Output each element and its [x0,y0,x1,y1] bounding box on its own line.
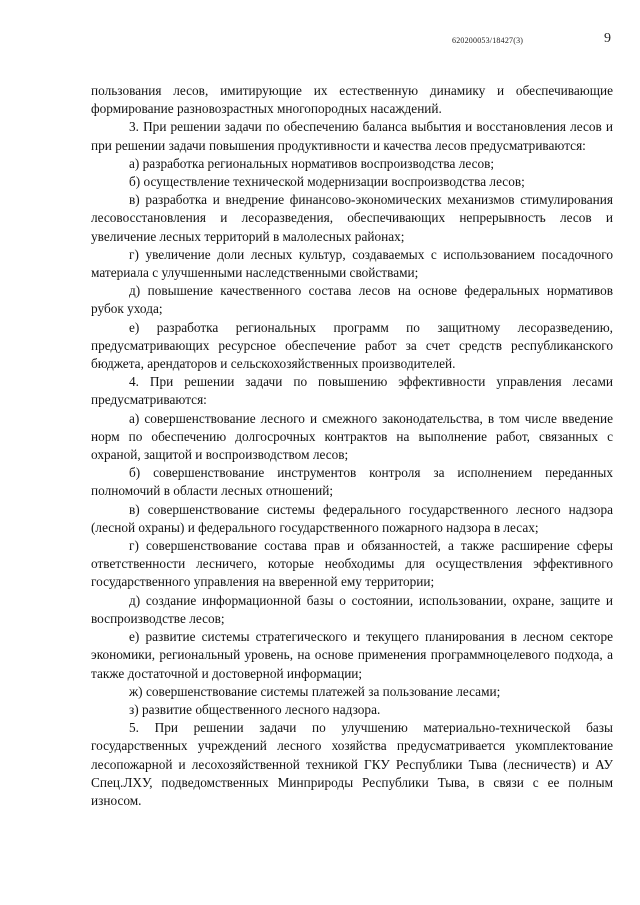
paragraph-item-3g: г) увеличение доли лесных культур, создаваемых с использованием посадочного материала с улучшенными наследственными свойствами; [91,246,613,281]
paragraph-item-3v: в) разработка и внедрение финансово-экономических механизмов стимулирования лесовосстановления и лесоразведения, обеспечивающих непрерывность лесов и увеличение лесных территорий в малолесных районах; [91,192,613,244]
paragraph-continuation: пользования лесов, имитирующие их естественную динамику и обеспечивающие формирование разновозрастных многопородных насаждений. [91,83,613,117]
paragraph-item-4zh: ж) совершенствование системы платежей за пользование лесами; [129,683,501,699]
document-code: 620200053/18427(3) [452,36,524,45]
paragraph-item-4: 4. При решении задачи по повышению эффективности управления лесами предусматриваются: [91,374,613,408]
paragraph-item-3b: б) осуществление технической модернизации воспроизводства лесов; [129,174,525,190]
paragraph-item-5: 5. При решении задачи по улучшению материально-технической базы государственных учреждений лесного хозяйства предусматривается укомплектование лесопожарной и лесохозяйственной техникой ГКУ Республики Тыва (лесничеств) и АУ Спец.ЛХУ, подведомственных Минприроды Республики Тыва, в связи с ее полным износом. [91,720,613,808]
paragraph-item-4a: а) совершенствование лесного и смежного законодательства, в том числе введение норм по обеспечению долгосрочных контрактов на выполнение работ, связанных с охраной, защитой и воспроизводством лесов; [91,410,613,463]
paragraph-item-4v: в) совершенствование системы федерального государственного лесного надзора (лесной охраны) и федерального государственного пожарного надзора в лесах; [91,501,613,535]
paragraph-item-3e: е) разработка региональных программ по защитному лесоразведению, предусматривающих ресурсное обеспечение работ за счет средств республиканского бюджета, арендаторов и сельскохозяйственных производителей. [91,319,613,372]
paragraph-item-3d: д) повышение качественного состава лесов на основе федеральных нормативов рубок ухода; [91,283,613,317]
paragraph-item-3a: а) разработка региональных нормативов воспроизводства лесов; [129,155,495,171]
document-body [91,82,613,810]
paragraph-item-4g: г) совершенствование состава прав и обязанностей, а также расширение сферы ответственности лесничего, которые необходимы для осуществления эффективного государственного управления на вверенной ему территории; [91,538,613,590]
paragraph-item-4b: б) совершенствование инструментов контроля за исполнением переданных полномочий в области лесных отношений; [91,465,613,499]
page-number: 9 [604,31,611,46]
paragraph-item-4e: е) развитие системы стратегического и текущего планирования в лесном секторе экономики, региональный уровень, на основе применения программноцелевого подхода, а также достаточной и достоверной информации; [91,629,613,681]
paragraph-item-3: 3. При решении задачи по обеспечению баланса выбытия и восстановления лесов и при решении задачи повышения продуктивности и качества лесов предусматриваются: [91,119,613,153]
paragraph-item-4d: д) создание информационной базы о состоянии, использовании, охране, защите и воспроизводстве лесов; [91,592,613,626]
paragraph-item-4z: з) развитие общественного лесного надзора. [129,701,381,717]
